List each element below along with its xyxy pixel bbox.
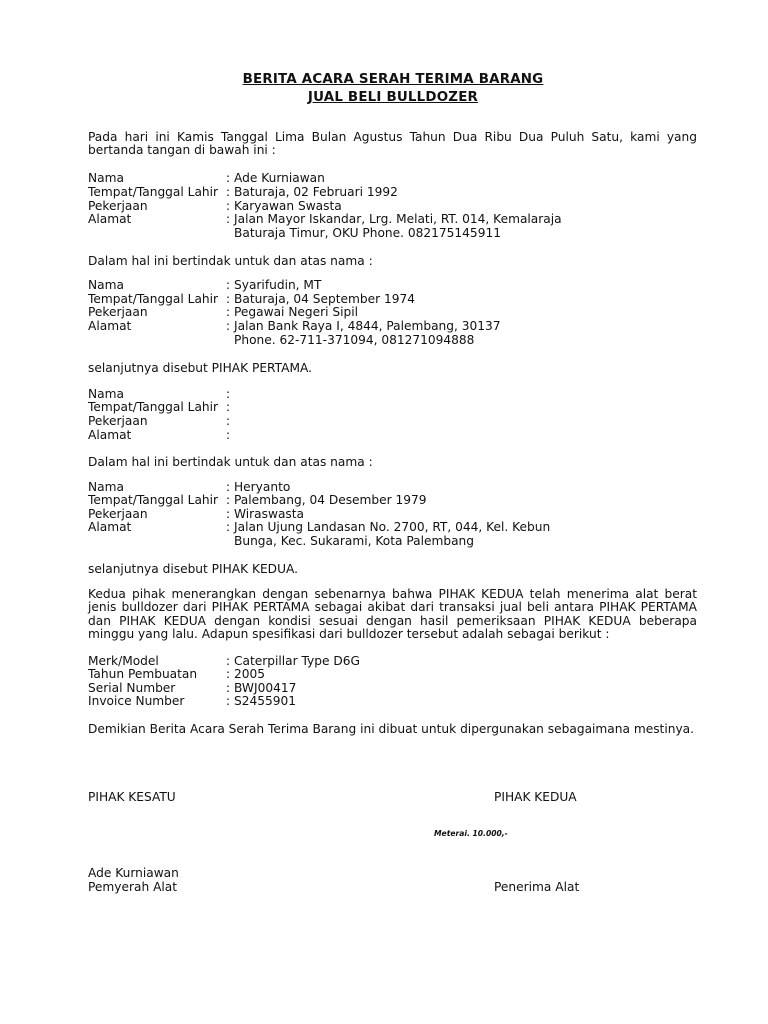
spec-label: Merk/Model [88, 654, 159, 668]
field-label: Alamat [88, 212, 132, 226]
field-colon: : [226, 654, 231, 668]
document-title-line1: BERITA ACARA SERAH TERIMA BARANG [242, 72, 544, 87]
field-label: Tempat/Tanggal Lahir [88, 400, 219, 414]
field-label: Alamat [88, 319, 132, 333]
field-colon: : [226, 667, 231, 681]
field-colon: : [226, 292, 231, 306]
field-label: Nama [88, 480, 124, 494]
spec-value: S2455901 [234, 694, 297, 708]
field-label: Alamat [88, 428, 132, 442]
field-colon: : [226, 414, 231, 428]
spec-label: Serial Number [88, 681, 176, 695]
spec-value: BWJ00417 [234, 681, 297, 695]
person1-alamat-continued: Baturaja Timur, OKU Phone. 082175145911 [234, 226, 501, 240]
field-value: Palembang, 04 Desember 1979 [234, 493, 427, 507]
field-value: Ade Kurniawan [234, 171, 325, 185]
pihak-kedua-text: selanjutnya disebut PIHAK KEDUA. [88, 562, 298, 576]
right-party-label: PIHAK KEDUA [494, 790, 577, 804]
field-colon: : [226, 428, 231, 442]
person2-alamat-continued: Phone. 62-711-371094, 081271094888 [234, 333, 475, 347]
field-value: Syarifudin, MT [234, 278, 322, 292]
field-colon: : [226, 507, 231, 521]
spec-value: Caterpillar Type D6G [234, 654, 360, 668]
field-colon: : [226, 400, 231, 414]
field-colon: : [226, 520, 231, 534]
field-label: Tempat/Tanggal Lahir [88, 185, 219, 199]
field-value: Baturaja, 02 Februari 1992 [234, 185, 398, 199]
field-label: Pekerjaan [88, 507, 148, 521]
field-label: Nama [88, 387, 124, 401]
field-label: Pekerjaan [88, 414, 148, 428]
field-value: Heryanto [234, 480, 291, 494]
field-value: Baturaja, 04 September 1974 [234, 292, 416, 306]
field-value: Jalan Ujung Landasan No. 2700, RT, 044, Kel. Kebun [234, 520, 551, 534]
field-value: Wiraswasta [234, 507, 305, 521]
field-colon: : [226, 387, 231, 401]
intro-paragraph: Pada hari ini Kamis Tanggal Lima Bulan Agustus Tahun Dua Ribu Dua Puluh Satu, kami yang bertanda tangan di bawah ini : [88, 130, 697, 158]
right-signatory-role: Penerima Alat [494, 880, 580, 894]
spec-label: Invoice Number [88, 694, 185, 708]
field-colon: : [226, 694, 231, 708]
field-colon: : [226, 185, 231, 199]
spec-label: Tahun Pembuatan [88, 667, 198, 681]
closing-statement: Demikian Berita Acara Serah Terima Barang ini dibuat untuk dipergunakan sebagaimana mestinya. [88, 722, 694, 736]
person4-alamat-continued: Bunga, Kec. Sukarami, Kota Palembang [234, 534, 475, 548]
field-colon: : [226, 480, 231, 494]
document-title-line2: JUAL BELI BULLDOZER [307, 90, 479, 105]
spec-value: 2005 [234, 667, 266, 681]
field-colon: : [226, 278, 231, 292]
field-value: Jalan Bank Raya I, 4844, Palembang, 30137 [234, 319, 501, 333]
field-colon: : [226, 319, 231, 333]
field-label: Tempat/Tanggal Lahir [88, 292, 219, 306]
field-label: Nama [88, 278, 124, 292]
field-colon: : [226, 305, 231, 319]
pihak-pertama-text: selanjutnya disebut PIHAK PERTAMA. [88, 361, 312, 375]
field-colon: : [226, 171, 231, 185]
field-label: Alamat [88, 520, 132, 534]
field-colon: : [226, 199, 231, 213]
statement-paragraph: Kedua pihak menerangkan dengan sebenarnya bahwa PIHAK KEDUA telah menerima alat berat jenis bulldozer dari PIHAK PERTAMA sebagai akibat dari transaksi jual beli antara PIHAK PERTAMA dan PIHAK KEDUA dengan kondisi sesuai dengan hasil pemeriksaan PIHAK KEDUA beberapa minggu yang lalu. Adapun spesifikasi dari bulldozer tersebut adalah sebagai berikut : [88, 587, 697, 642]
field-label: Nama [88, 171, 124, 185]
field-label: Pekerjaan [88, 305, 148, 319]
field-colon: : [226, 493, 231, 507]
field-colon: : [226, 212, 231, 226]
field-value: Jalan Mayor Iskandar, Lrg. Melati, RT. 014, Kemalaraja [234, 212, 562, 226]
field-label: Tempat/Tanggal Lahir [88, 493, 219, 507]
left-party-label: PIHAK KESATU [88, 790, 176, 804]
field-colon: : [226, 681, 231, 695]
acting-on-behalf-2: Dalam hal ini bertindak untuk dan atas nama : [88, 455, 373, 469]
materai-stamp-note: Meterai. 10.000,- [434, 829, 508, 838]
field-value: Karyawan Swasta [234, 199, 342, 213]
field-value: Pegawai Negeri Sipil [234, 305, 359, 319]
acting-on-behalf-1: Dalam hal ini bertindak untuk dan atas nama : [88, 254, 373, 268]
left-signatory-name: Ade Kurniawan [88, 866, 179, 880]
field-label: Pekerjaan [88, 199, 148, 213]
left-signatory-role: Pemyerah Alat [88, 880, 178, 894]
